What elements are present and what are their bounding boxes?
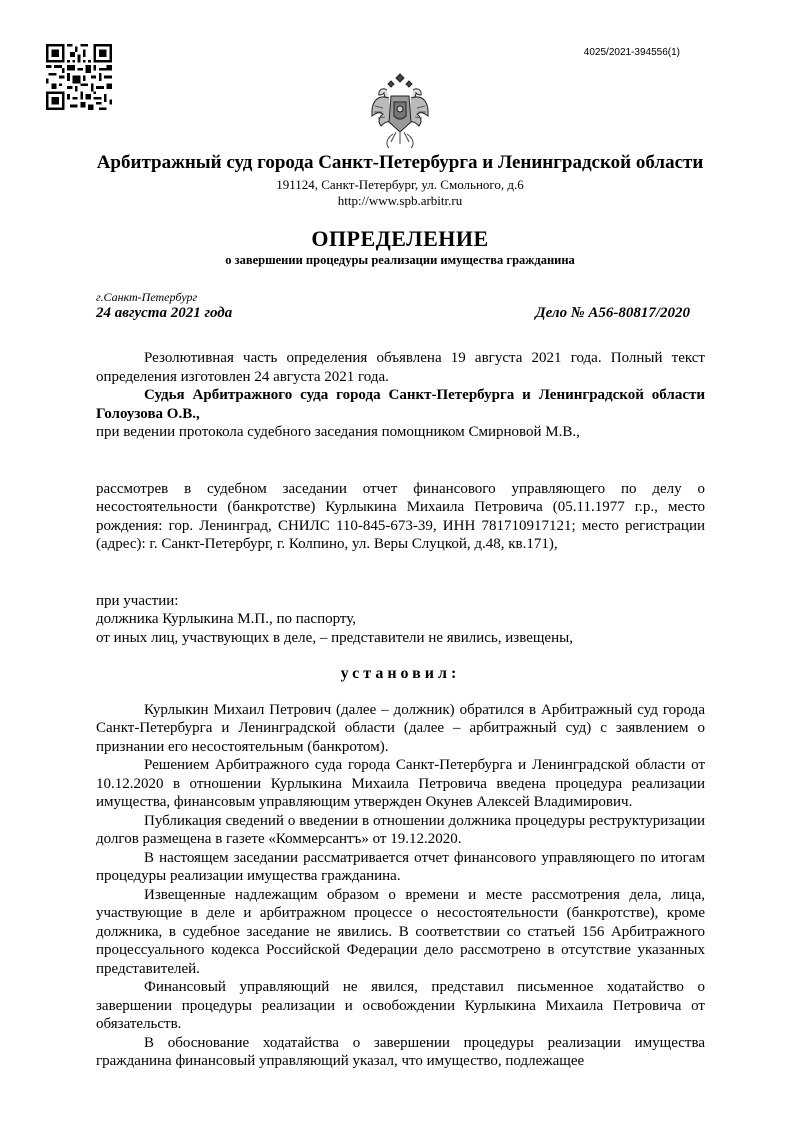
body-paragraph: Публикация сведений о введении в отношении должника процедуры реструктуризации долгов размещена в газете «Коммерсантъ» от 19.12.2020. bbox=[96, 812, 705, 847]
body-paragraph: Извещенные надлежащим образом о времени и месте рассмотрения дела, лица, участвующие в деле и арбитражном процессе о несостоятельности (банкротстве), кроме должника, в судебное заседание не явились. В соответствии со статьей 156 Арбитражного процессуального кодекса Российской Федерации дело рассмотрено в отсутствие указанных представителей. bbox=[96, 886, 705, 977]
court-name: Арбитражный суд города Санкт-Петербурга и Ленинградской области bbox=[96, 152, 704, 173]
qr-code-icon bbox=[46, 44, 112, 110]
participation-label: при участии: bbox=[96, 592, 179, 609]
judge-line: Судья Арбитражного суда города Санкт-Петербурга и Ленинградской области Голоузова О.В., bbox=[96, 387, 705, 422]
considered-paragraph: рассмотрев в судебном заседании отчет финансового управляющего по делу о несостоятельности (банкротстве) Курлыкина Михаила Петровича (05.11.1977 г.р., место рождения: гор. Ленинград, СНИЛС 110-845-673-39, ИНН 781710917121; место регистрации (адрес): г. Санкт-Петербург, г. Колпино, ул. Веры Слуцкой, д.48, кв.171), bbox=[96, 480, 705, 552]
announcement-paragraph: Резолютивная часть определения объявлена 19 августа 2021 года. Полный текст определения изготовлен 24 августа 2021 года. bbox=[96, 350, 705, 385]
debtor-line: должника Курлыкина М.П., по паспорту, bbox=[96, 611, 357, 627]
document-body bbox=[96, 349, 705, 1071]
court-website: http://www.spb.arbitr.ru bbox=[337, 193, 463, 208]
body-paragraph: Курлыкин Михаил Петрович (далее – должник) обратился в Арбитражный суд города Санкт-Петербурга и Ленинградской области (далее – арбитражный суд) с заявлением о признании его несостоятельным (банкротом). bbox=[96, 701, 705, 755]
body-paragraph: В обоснование ходатайства о завершении процедуры реализации имущества гражданина финансовый управляющий указал, что имущество, подлежащее bbox=[96, 1034, 705, 1069]
case-number: Дело № А56-80817/2020 bbox=[535, 305, 690, 321]
others-line: от иных лиц, участвующих в деле, – представители не явились, извещены, bbox=[96, 629, 573, 646]
coat-of-arms-icon bbox=[369, 72, 431, 150]
document-date: 24 августа 2021 года bbox=[96, 305, 233, 321]
document-city: г.Санкт-Петербург bbox=[96, 290, 198, 304]
document-title: ОПРЕДЕЛЕНИЕ bbox=[311, 226, 489, 251]
case-reference: 4025/2021-394556(1) bbox=[583, 47, 680, 58]
body-paragraph: Финансовый управляющий не явился, представил письменное ходатайство о завершении процедуры реализации и освобождении Курлыкина Михаила Петровича от обязательств. bbox=[96, 979, 705, 1032]
section-heading: установил: bbox=[340, 665, 461, 682]
body-paragraph: В настоящем заседании рассматривается отчет финансового управляющего по итогам процедуры реализации имущества гражданина. bbox=[96, 849, 705, 884]
protocol-line: при ведении протокола судебного заседания помощником Смирновой М.В., bbox=[96, 424, 580, 440]
court-address: 191124, Санкт-Петербург, ул. Смольного, д.6 bbox=[276, 177, 524, 192]
body-paragraph: Решением Арбитражного суда города Санкт-Петербурга и Ленинградской области от 10.12.2020 в отношении Курлыкина Михаила Петровича введена процедура реализации имущества, финансовым управляющим утвержден Окунев Алексей Владимирович. bbox=[96, 757, 705, 810]
document-subtitle: о завершении процедуры реализации имущества гражданина bbox=[225, 253, 575, 267]
